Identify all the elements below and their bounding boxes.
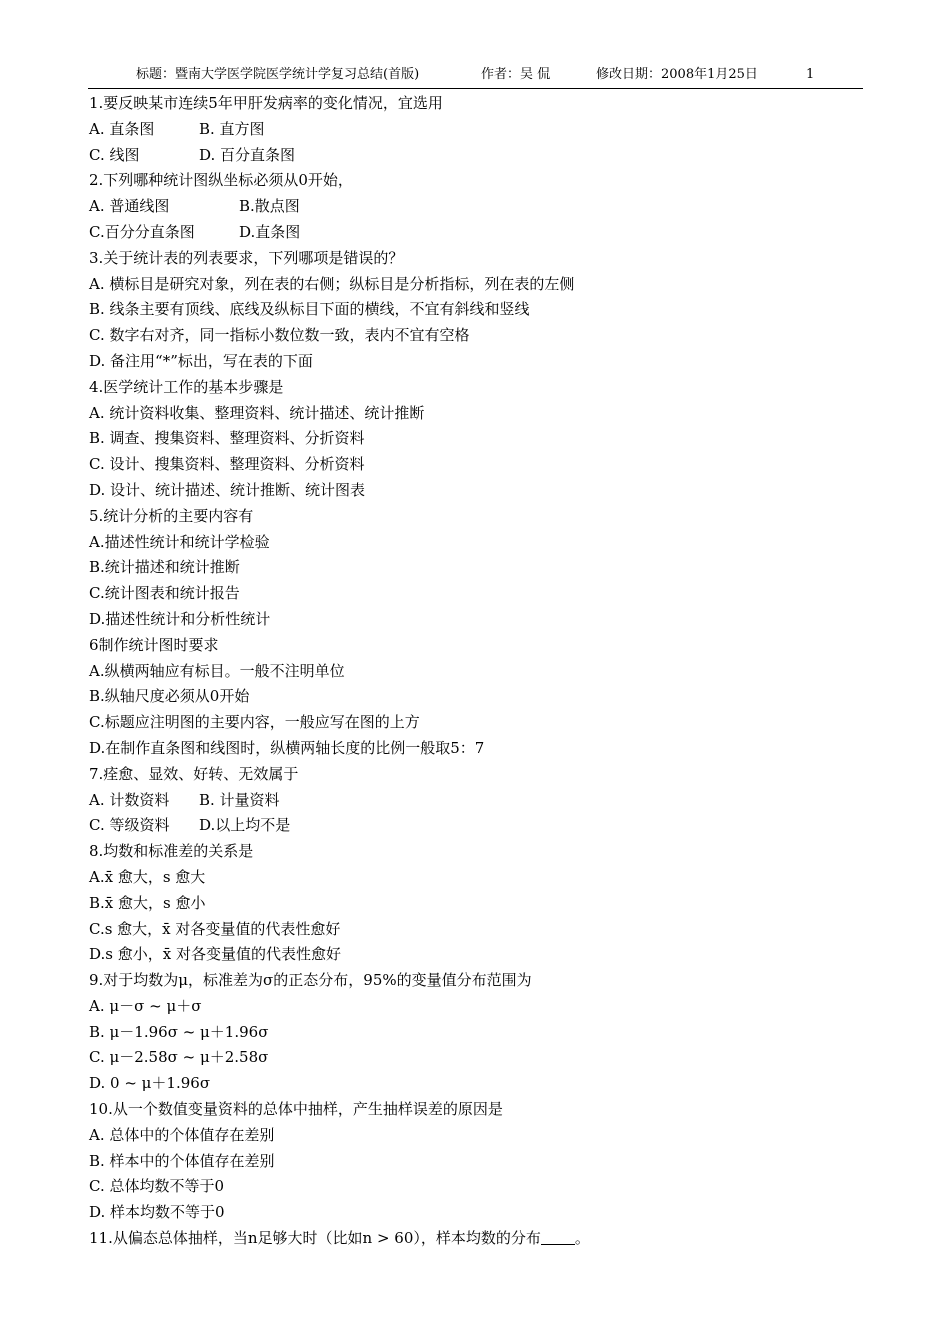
question-11-text: 11.从偏态总体抽样，当n足够大时（比如n > 60），样本均数的分布 (89, 1229, 541, 1248)
header-page-number: 1 (806, 67, 815, 82)
option-c: C.百分分直条图 (89, 222, 195, 241)
question-5: 5.统计分析的主要内容有 (89, 506, 254, 525)
option-d: D. 样本均数不等于0 (89, 1203, 225, 1222)
option-a: A. 计数资料 (89, 790, 170, 809)
option-d: D.直条图 (239, 222, 301, 241)
option-b: B. 调查、搜集资料、整理资料、分折资料 (89, 429, 365, 448)
question-2: 2.下列哪种统计图纵坐标必须从0开始， (89, 171, 353, 190)
question-10: 10.从一个数值变量资料的总体中抽样，产生抽样误差的原因是 (89, 1100, 503, 1119)
option-b: B.散点图 (239, 197, 300, 216)
option-a: A. 统计资料收集、整理资料、统计描述、统计推断 (89, 403, 425, 422)
option-d: D. 0 ~ μ＋1.96σ (89, 1074, 211, 1093)
option-a: A. 总体中的个体值存在差别 (89, 1125, 275, 1144)
question-8: 8.均数和标准差的关系是 (89, 842, 254, 861)
question-list (89, 91, 859, 1252)
page-header (88, 62, 863, 89)
option-b: B. μ－1.96σ ~ μ＋1.96σ (89, 1022, 269, 1041)
question-11 (89, 1226, 859, 1252)
header-date: 修改日期：2008年1月25日 (596, 67, 758, 82)
option-a: A. μ－σ ~ μ＋σ (89, 996, 202, 1015)
option-d: D.s 愈小，x̄ 对各变量值的代表性愈好 (89, 945, 341, 964)
option-c: C.标题应注明图的主要内容，一般应写在图的上方 (89, 713, 420, 732)
option-b: B.x̄ 愈大，s 愈小 (89, 893, 206, 912)
question-7-options-row-2 (89, 813, 859, 839)
option-c: C. 数字右对齐，同一指标小数位数一致，表内不宜有空格 (89, 326, 470, 345)
question-2-options-row-2 (89, 220, 859, 246)
option-a: A.纵横两轴应有标目。一般不注明单位 (89, 661, 345, 680)
option-b: B.统计描述和统计推断 (89, 558, 240, 577)
question-4: 4.医学统计工作的基本步骤是 (89, 377, 284, 396)
question-3: 3.关于统计表的列表要求，下列哪项是错误的？ (89, 248, 404, 267)
option-c: C. μ－2.58σ ~ μ＋2.58σ (89, 1048, 269, 1067)
header-title: 标题：暨南大学医学院医学统计学复习总结(首版) (136, 67, 420, 82)
option-a: A. 普通线图 (89, 197, 170, 216)
option-b: B. 直方图 (199, 119, 265, 138)
option-a: A. 直条图 (89, 119, 155, 138)
question-1-options-row-2 (89, 143, 859, 169)
question-1-options-row-1 (89, 117, 859, 143)
option-b: B. 计量资料 (199, 790, 280, 809)
question-9: 9.对于均数为μ，标准差为σ的正态分布，95%的变量值分布范围为 (89, 971, 532, 990)
option-d: D. 百分直条图 (199, 145, 296, 164)
question-6: 6制作统计图时要求 (89, 635, 219, 654)
option-c: C. 线图 (89, 145, 140, 164)
option-d: D. 设计、统计描述、统计推断、统计图表 (89, 480, 366, 499)
question-1: 1.要反映某市连续5年甲肝发病率的变化情况，宜选用 (89, 94, 443, 112)
question-2-options-row-1 (89, 194, 859, 220)
option-c: C.统计图表和统计报告 (89, 584, 240, 603)
question-7: 7.痊愈、显效、好转、无效属于 (89, 764, 299, 783)
option-c: C. 总体均数不等于0 (89, 1177, 225, 1196)
question-11-end: 。 (574, 1229, 590, 1248)
option-d: D. 备注用“*”标出，写在表的下面 (89, 351, 313, 370)
option-b: B. 线条主要有顶线、底线及纵标目下面的横线，不宜有斜线和竖线 (89, 300, 530, 319)
answer-blank (541, 1229, 575, 1245)
option-d: D.以上均不是 (199, 816, 291, 835)
option-a: A.x̄ 愈大，s 愈大 (89, 867, 206, 886)
option-b: B.纵轴尺度必须从0开始 (89, 687, 250, 706)
option-d: D.描述性统计和分析性统计 (89, 609, 271, 628)
header-author: 作者：吴 侃 (481, 67, 551, 82)
option-a: A. 横标目是研究对象，列在表的右侧；纵标目是分析指标，列在表的左侧 (89, 274, 575, 293)
option-d: D.在制作直条图和线图时，纵横两轴长度的比例一般取5：7 (89, 738, 485, 757)
question-7-options-row-1 (89, 788, 859, 814)
option-c: C. 设计、搜集资料、整理资料、分析资料 (89, 455, 365, 474)
option-a: A.描述性统计和统计学检验 (89, 532, 270, 551)
option-c: C.s 愈大，x̄ 对各变量值的代表性愈好 (89, 919, 341, 938)
option-b: B. 样本中的个体值存在差别 (89, 1151, 275, 1170)
option-c: C. 等级资料 (89, 816, 170, 835)
